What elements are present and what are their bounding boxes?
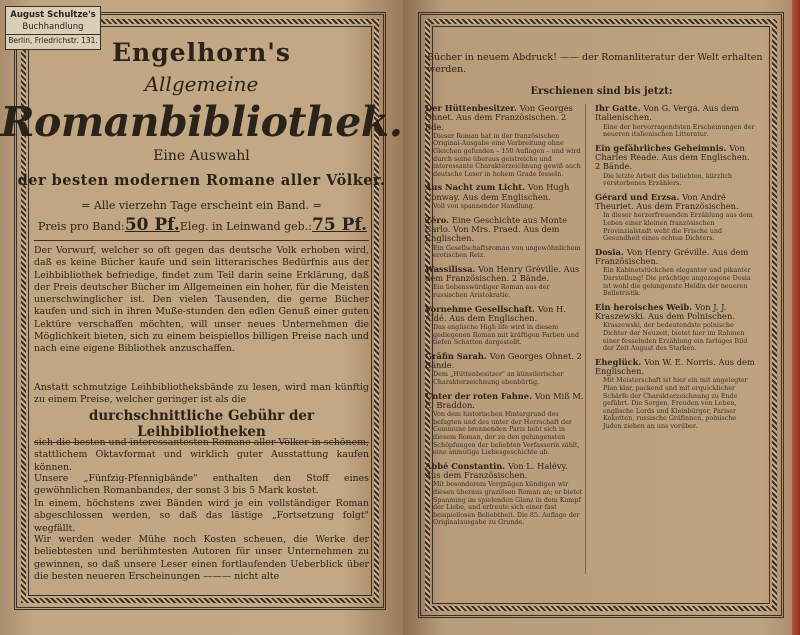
price-bound-value: 75 Pf.: [312, 215, 367, 235]
catalog-entry-description: Ein liebenswürdiger Roman aus der russischen Aristokratie.: [433, 283, 550, 299]
catalog-entry-description: Voll von spannender Handlung.: [433, 202, 535, 211]
stamp-line3: Berlin, Friedrichstr. 131.: [6, 34, 100, 47]
catalog-entry-title: Unter der roten Fahne. Von Miß M. E. Braddon.: [425, 390, 584, 410]
catalog-entry-title: Ein heroisches Weib. Von J. J. Kraszewski. Aus dem Polnischen.: [595, 301, 735, 322]
catalog-entry-title: Eheglück. Von W. E. Norris. Aus dem Englischen.: [595, 356, 755, 377]
divider-rule: [34, 240, 369, 241]
catalog-entry: [595, 144, 755, 188]
stamp-line2: Buchhandlung: [22, 22, 84, 32]
catalog-entry-title: Dosia. Von Henry Gréville. Aus dem Französischen.: [595, 246, 749, 267]
paragraph-anstatt: Anstatt schmutzige Leihbibliotheksbände zu lesen, wird man künftig zu einem Preise, welcher geringer ist als die: [34, 382, 369, 406]
catalog-entry-description: Mit Meisterschaft ist hier ein mit angelegter Plan klar, packend und mit erquicklicher Schärfe der Charakterzeichnung zu Ende geführt. Die Sorgen, Freuden von Leben, englische Lords und Kleinbürger, Pariser Kokotten, russische Gräfinnen, polnische Juden ziehen an uns vorüber.: [603, 376, 748, 430]
price-bound-label: Eleg. in Leinwand geb.:: [179, 220, 312, 233]
subtitle-auswahl: Eine Auswahl: [153, 148, 250, 164]
stamp-line1: August Schultze's: [10, 10, 96, 20]
paragraph-muehe: Wir werden weder Mühe noch Kosten scheuen, die Werke der beliebtesten und berühmtesten Autoren für unser Unternehmen zu gewinnen, so daß unsere Leser einen fortlaufenden Ueberblick über die besten neueren Erscheinungen ——— nicht alte: [34, 534, 369, 582]
catalog-entry-title: Aus Nacht zum Licht. Von Hugh Conway. Aus dem Englischen.: [425, 182, 570, 202]
price-label: Preis pro Band:: [38, 220, 125, 233]
catalog-entry-title: Wassilissa. Von Henry Gréville. Aus dem Französischen. 2 Bände.: [425, 263, 580, 284]
title-engelhorns: Engelhorn's: [111, 38, 292, 67]
catalog-entry-title: Zéro. Eine Geschichte aus Monte Carlo. Von Mrs. Praed. Aus dem Englischen.: [425, 214, 568, 244]
catalog-entry: [425, 265, 585, 300]
catalog-entry: [595, 248, 755, 298]
catalog-entry-title: Ein gefährliches Geheimnis. Von Charles Reade. Aus dem Englischen. 2 Bände.: [595, 142, 750, 172]
catalog-entry-meta: Von W. E. Norris. Aus dem Englischen.: [595, 356, 755, 377]
catalog-entry-meta: Von Charles Reade. Aus dem Englischen. 2 Bände.: [595, 142, 750, 172]
catalog-entry: [595, 193, 755, 243]
catalog-entry-meta: Von Georges Ohnet. 2 Bände.: [425, 350, 582, 371]
right-subheading: Erschienen sind bis jetzt:: [530, 86, 673, 97]
catalog-entry-title: Abbé Constantin. Von L. Halévy. Aus dem Französischen.: [425, 460, 568, 481]
catalog-entry-description: Mit besonderem Vergnügen kündigen wir diesen überaus graziösen Roman an; er bietet Spannung im spielenden Glanz in dem Kampf der Liebe, und erfreute sich einer fast beispiellosen Beliebtheit. Die 85. Auflage der Originalausgabe zu Grunde.: [433, 480, 583, 527]
intro-paragraph: Der Vorwurf, welcher so oft gegen das deutsche Volk erhoben wird, daß es keine Bücher kaufe und sein litterarisches Bedürfnis aus der Leihbibliothek befriedige, findet zum Teil darin seine Erklärung, daß der Preis deutscher Bücher im Allgemeinen ein hoher, für die Meisten unerschwinglicher ist. Den vielen Tausenden, die gerne Bücher kaufen und sich in ihren Muße-stunden den edlen Genuß einer guten Lektüre verschaffen möchten, will unser neues Unternehmen die Möglichkeit bieten, sich zu einem beispiellos billigen Preise nach und nach eine eigene Bibliothek anzuschaffen.: [34, 245, 369, 355]
title-allgemeine: Allgemeine: [144, 72, 259, 96]
catalog-entry: [425, 216, 585, 260]
subtitle-frequency: = Alle vierzehn Tage erscheint ein Band. =: [81, 199, 322, 212]
catalog-entry: [595, 104, 755, 139]
catalog-entry-meta: Von H. Aïdé. Aus dem Englischen.: [425, 303, 566, 323]
paragraph-fuenfzig: Unsere „Fünfzig-Pfennigbände" enthalten den Stoff eines gewöhnlichen Romanbandes, der sonst 3 bis 5 Mark kostet.: [34, 473, 369, 497]
price-value: 50 Pf.: [124, 215, 180, 235]
catalog-entry-meta: Von Hugh Conway. Aus dem Englischen.: [425, 182, 570, 202]
catalog-entry-meta: Von Miß M. E. Braddon.: [425, 390, 584, 410]
catalog-column-left: [425, 104, 585, 532]
catalog-entry-description: Dem „Hüttenbesitzer" an künstlerischer Charakterzeichnung ebenbürtig.: [433, 370, 564, 387]
catalog-entry-title: Gérard und Erzsa. Von André Theuriet. Aus dem Französischen.: [595, 191, 739, 212]
catalog-entry-description: Ein Kabinetstückchen eleganter und pikanter Darstellung! Die prächtige angezogene Dosia ist wohl die gelungenste Heldin der neueren Belletristik.: [603, 266, 751, 298]
catalog-entry-meta: Von Georges Ohnet. Aus dem Französischen. 2 Bde.: [425, 103, 573, 132]
price-line: [38, 215, 367, 235]
catalog-entry-description: Dieser Roman hat in der französischen Original-Ausgabe eine Verbreitung ohne Gleichen gefunden – 150 Auflagen – und wird durch seine überaus geistreiche und interessante Charakterzeichnung gewiß auch deutsche Leser in hohem Grade fesseln.: [433, 131, 581, 178]
title-romanbibliothek: Romanbibliothek.: [0, 98, 403, 146]
catalog-entry-meta: Von G. Verga. Aus dem Italienischen.: [595, 103, 740, 123]
catalog-entry-description: Kraszewski, der bedeutendste polnische Dichter der Neuzeit, bietet hier im Rahmen einer fesselnden Erzählung ein farbiges Bild der Zeit August des Starken.: [603, 321, 748, 353]
catalog-entry: [425, 352, 585, 387]
catalog-entry-title: Ihr Gatte. Von G. Verga. Aus dem Italienischen.: [595, 103, 740, 123]
catalog-entry-meta: Von L. Halévy. Aus dem Französischen.: [425, 460, 568, 481]
paragraph-romane: sich die besten und interessantesten Romane aller Völker in schönem, stattlichem Oktavformat und wirklich guter Ausstattung kaufen können.: [34, 437, 369, 473]
catalog-entry-description: Eine der hervorragendsten Erscheinungen der neueren italienischen Litteratur.: [603, 122, 755, 139]
catalog-entry-meta: Eine Geschichte aus Monte Carlo. Von Mrs. Praed. Aus dem Englischen.: [425, 214, 568, 244]
catalog-entry-meta: Von Henry Gréville. Aus dem Französischen. 2 Bände.: [425, 263, 580, 284]
right-header: Bücher in neuem Abdruck! —— der Romanliteratur der Welt erhalten werden.: [427, 52, 763, 75]
catalog-entry-meta: Von André Theuriet. Aus dem Französischen.: [595, 191, 739, 212]
catalog-entry-description: Die letzte Arbeit des beliebten, kürzlich verstorbenen Erzählers.: [603, 171, 733, 188]
catalog-entry: [595, 303, 755, 353]
catalog-entry: [425, 462, 585, 527]
catalog-entry-title: Vornehme Gesellschaft. Von H. Aïdé. Aus dem Englischen.: [425, 303, 566, 323]
catalog-entry-description: In dieser herzerfreuenden Erzählung aus dem Leben einer kleinen französischen Provinzialstadt weht die Frische und Gesundheit eines echten Dichters.: [603, 211, 753, 243]
catalog-entry-meta: Von J. J. Kraszewski. Aus dem Polnischen.: [595, 301, 735, 322]
catalog-entry-description: Ein Gesellschaftsroman von ungewöhnlichem erotischen Reiz.: [433, 243, 581, 260]
catalog-column-right: [595, 104, 755, 436]
right-page: [403, 0, 800, 635]
catalog-entry: [595, 358, 755, 431]
catalog-entry-title: Der Hüttenbesitzer. Von Georges Ohnet. Aus dem Französischen. 2 Bde.: [425, 103, 573, 132]
catalog-entry-title: Gräfin Sarah. Von Georges Ohnet. 2 Bände.: [425, 350, 582, 371]
catalog-entry: [425, 183, 585, 210]
catalog-entry: [425, 305, 585, 347]
catalog-entry-description: Das englische High life wird in diesem gediegenen Roman mit kräftigen Farben und tiefen Schatten dargestellt.: [433, 323, 580, 347]
paragraph-einem: In einem, höchstens zwei Bänden wird je ein vollständiger Roman abgeschlossen werden, so daß das lästige „Fortsetzung folgt" wegfällt.: [34, 498, 369, 534]
subtitle-romane: der besten modernen Romane aller Völker.: [17, 172, 386, 189]
banner-leihbibliotheken: durchschnittliche Gebühr der Leihbibliotheken: [34, 408, 369, 443]
catalog-entry: [425, 104, 585, 178]
catalog-entry-meta: Von Henry Gréville. Aus dem Französischen.: [595, 246, 749, 267]
catalog-entry: [425, 392, 585, 457]
catalog-entry-description: Von dem historischen Hintergrund des befagten und des unter der Herrschaft der Commune brennenden Paris hebt sich in diesem Roman, der zu den gelungensten Schöpfungen der beliebten Verfasserin zählt, eine anmutige Liebesgeschichte ab.: [433, 410, 580, 457]
column-divider: [585, 104, 586, 574]
